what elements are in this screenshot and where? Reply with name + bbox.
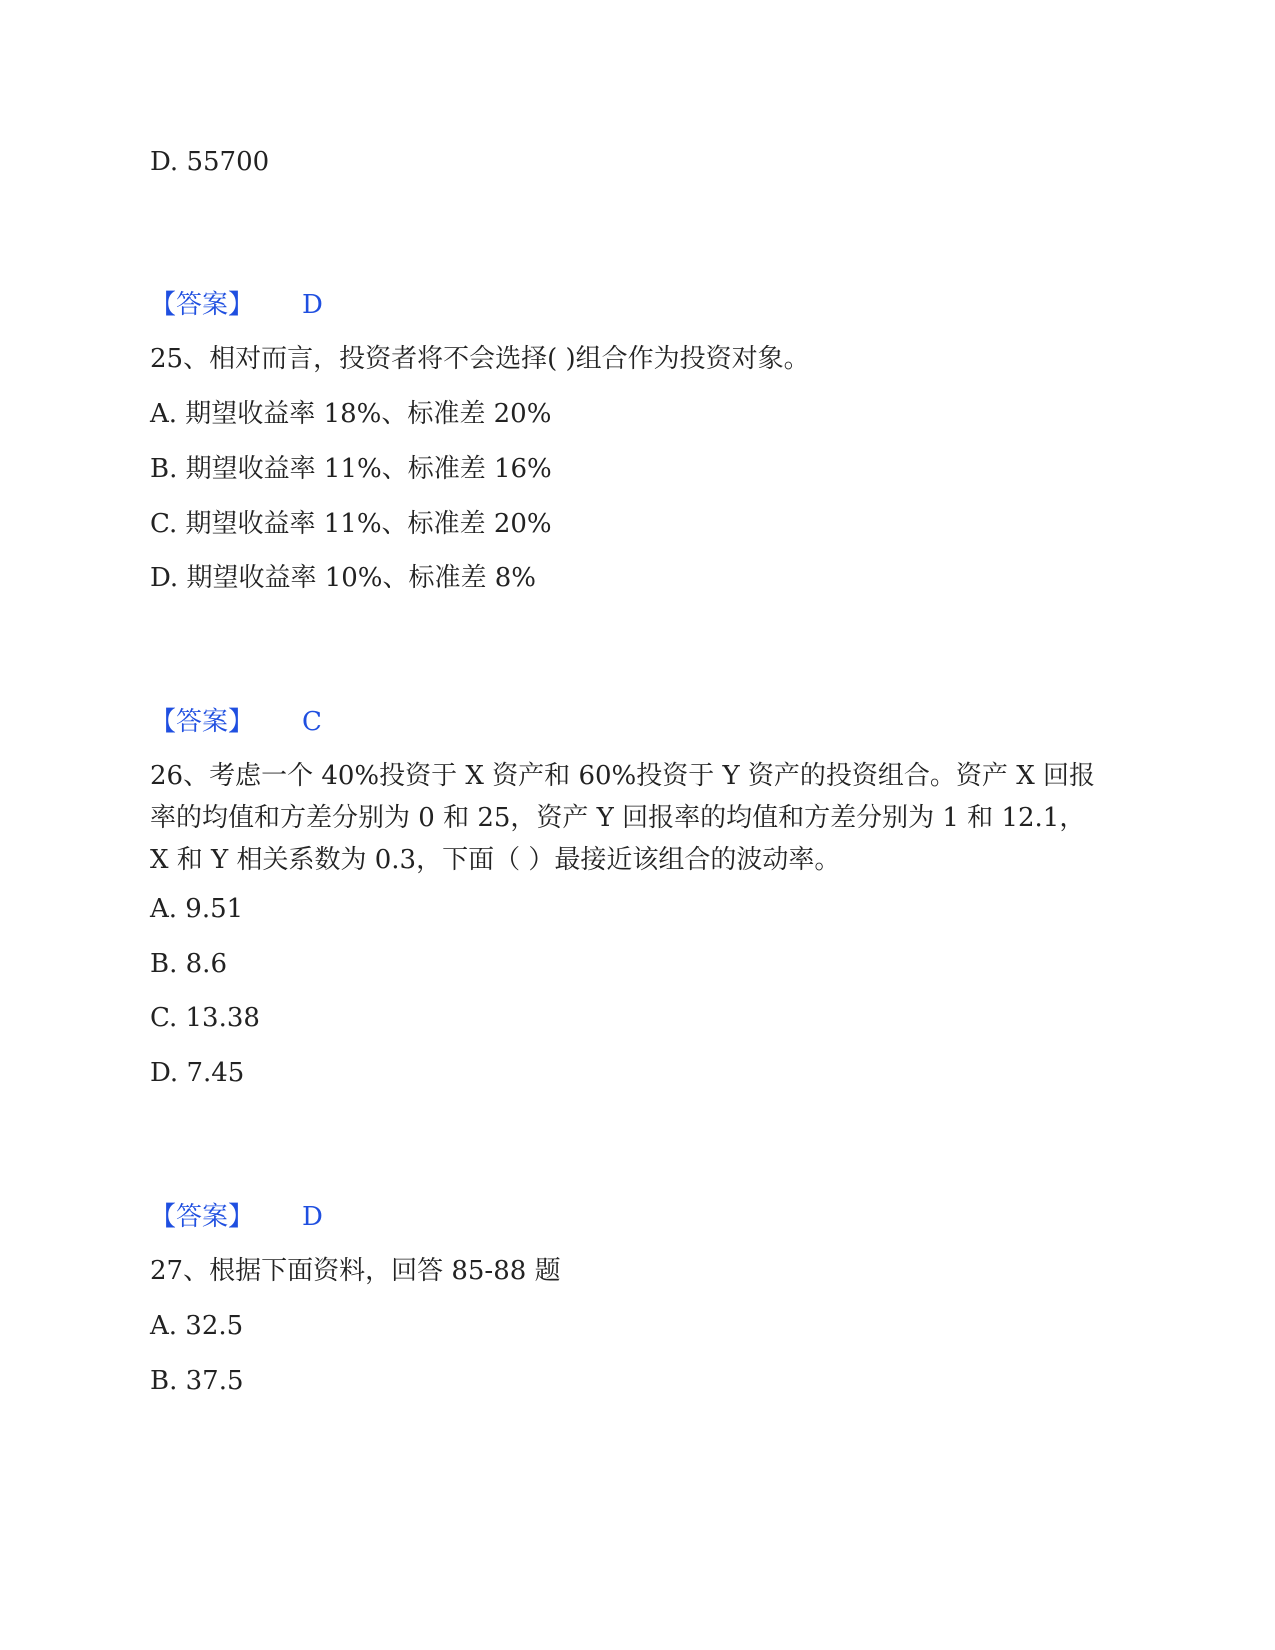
option-d: D. 55700 [150,147,270,177]
question-25-answer-row [150,707,322,737]
question-26-option-c: C. 13.38 [150,1003,260,1033]
question-27-stem: 27、根据下面资料，回答 85-88 题 [150,1256,561,1286]
question-25-stem: 25、相对而言，投资者将不会选择( )组合作为投资对象。 [150,344,810,374]
question-26-answer-row [150,1202,323,1232]
question-26-option-d: D. 7.45 [150,1058,245,1088]
answer-label: 【答案】 [150,707,255,737]
answer-value: D [302,1202,323,1232]
answer-value: C [302,707,322,737]
question-25-option-a: A. 期望收益率 18%、标准差 20% [150,399,552,429]
question-27-option-a: A. 32.5 [150,1311,244,1341]
question-25-option-c: C. 期望收益率 11%、标准差 20% [150,509,552,539]
answer-label: 【答案】 [150,290,255,320]
question-25-option-d: D. 期望收益率 10%、标准差 8% [150,563,537,593]
question-26-option-b: B. 8.6 [150,949,227,979]
answer-row [150,290,323,320]
question-26-option-a: A. 9.51 [150,894,244,924]
answer-label: 【答案】 [150,1202,255,1232]
question-26-stem: 26、考虑一个 40%投资于 X 资产和 60%投资于 Y 资产的投资组合。资产 X 回报率的均值和方差分别为 0 和 25，资产 Y 回报率的均值和方差分别为 1 和 12.1，X 和 Y 相关系数为 0.3，下面（ ）最接近该组合的波动率。 [150,761,1095,875]
question-25-option-b: B. 期望收益率 11%、标准差 16% [150,454,552,484]
answer-value: D [302,290,323,320]
question-27-option-b: B. 37.5 [150,1366,244,1396]
